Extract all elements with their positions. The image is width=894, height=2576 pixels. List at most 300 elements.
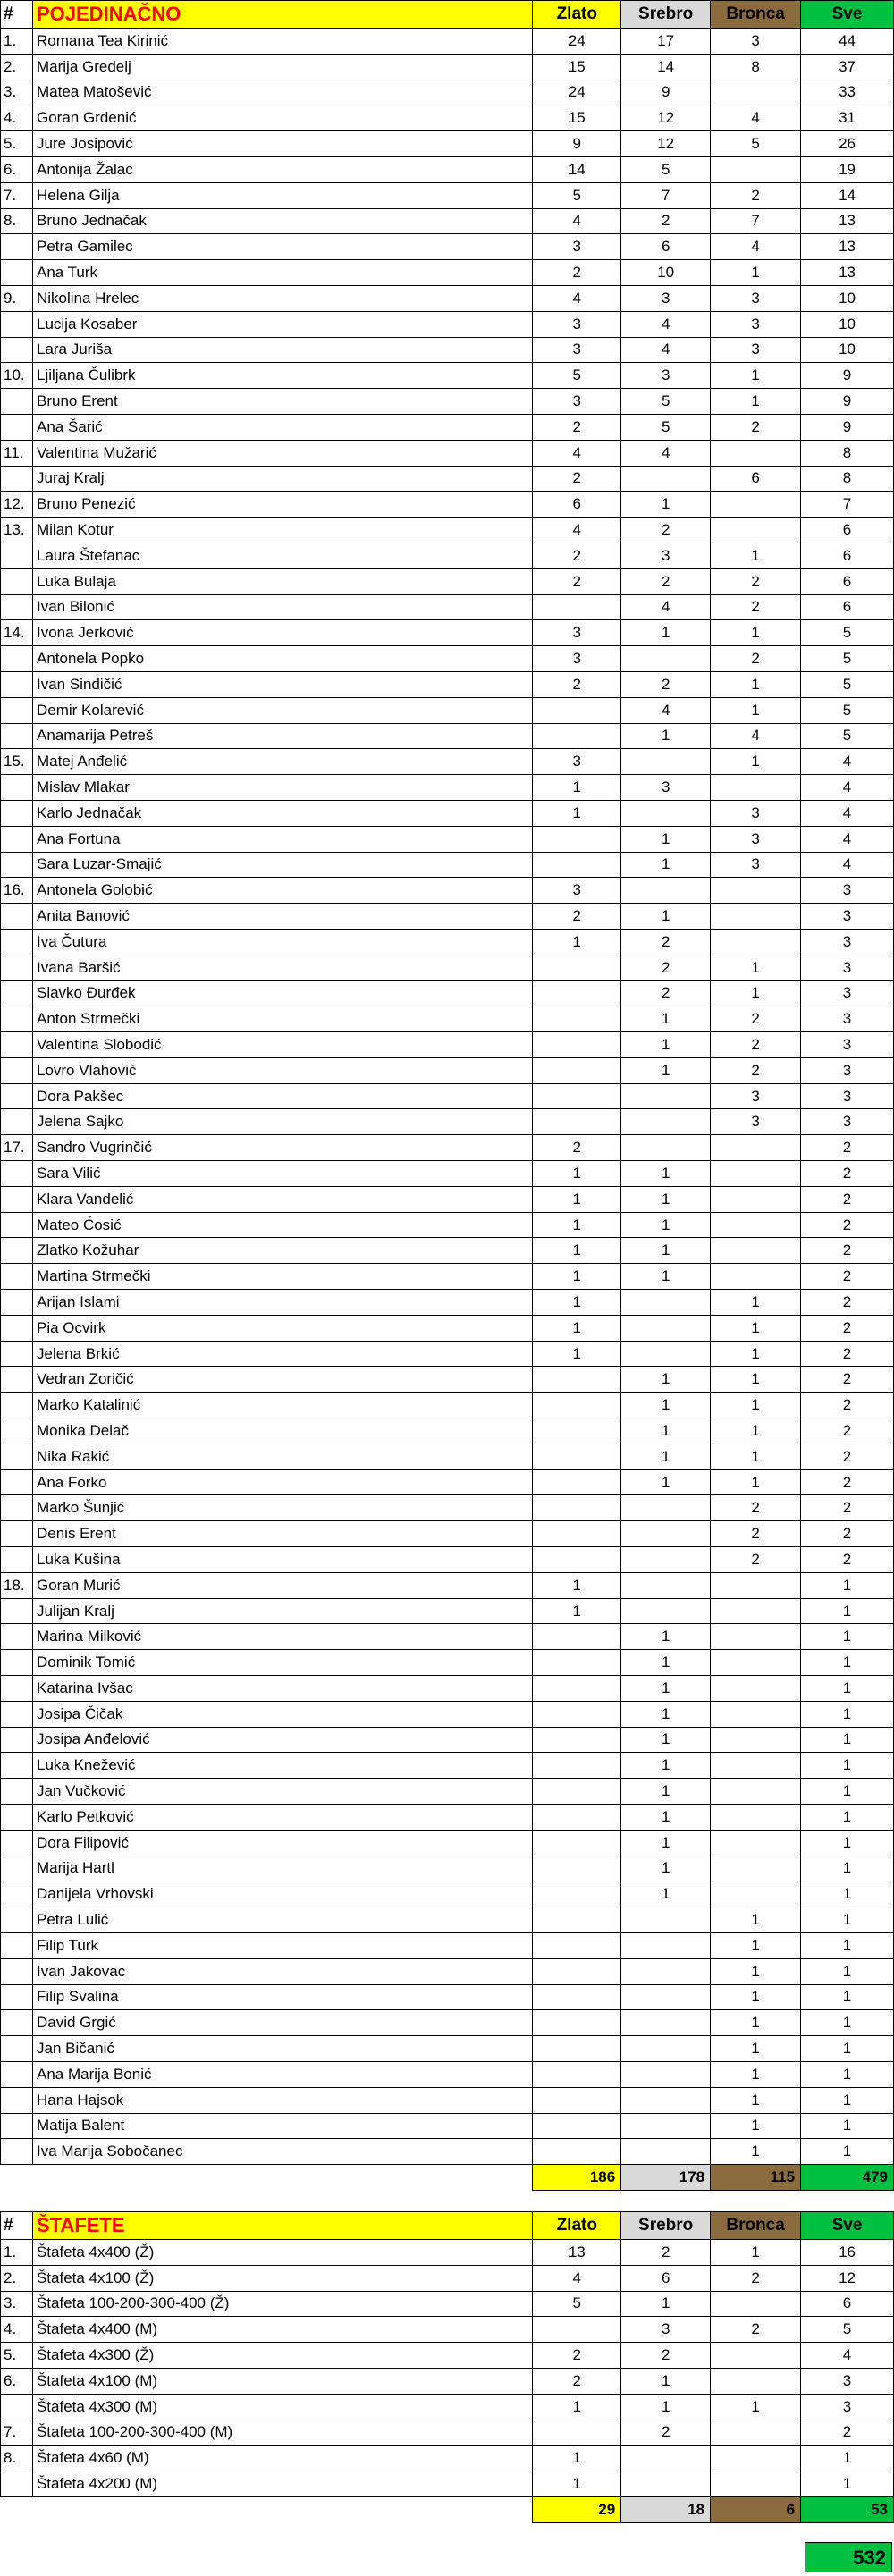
name-cell: Ivan Bilonić <box>32 594 532 620</box>
gold-cell <box>533 1624 621 1650</box>
silver-cell: 2 <box>621 2240 711 2266</box>
bronze-cell: 2 <box>711 594 801 620</box>
rank-cell: 4. <box>1 105 33 131</box>
rank-cell <box>1 697 33 723</box>
bronze-cell <box>711 1598 801 1624</box>
table-row <box>1 1469 894 1495</box>
total-cell: 6 <box>801 2291 894 2317</box>
bronze-cell: 1 <box>711 2087 801 2113</box>
bronze-cell: 1 <box>711 1341 801 1367</box>
total-cell: 1 <box>801 2061 894 2087</box>
table-row <box>1 904 894 930</box>
name-cell: David Grgić <box>32 2010 532 2036</box>
table-row <box>1 1779 894 1805</box>
bronze-cell <box>711 1135 801 1161</box>
rank-cell: 7. <box>1 182 33 208</box>
bronze-cell <box>711 878 801 904</box>
silver-cell <box>621 1932 711 1958</box>
silver-cell <box>621 1958 711 1984</box>
name-cell: Jelena Brkić <box>32 1341 532 1367</box>
total-cell: 4 <box>801 775 894 801</box>
table-row <box>1 1676 894 1702</box>
bronze-cell: 1 <box>711 749 801 775</box>
individual-bronze-total: 115 <box>711 2165 801 2191</box>
bronze-cell: 2 <box>711 1547 801 1573</box>
silver-cell: 1 <box>621 2394 711 2420</box>
rank-cell <box>1 775 33 801</box>
name-cell: Štafeta 4x200 (M) <box>32 2471 532 2497</box>
name-cell: Zlatko Kožuhar <box>32 1238 532 1264</box>
silver-cell: 4 <box>621 697 711 723</box>
rank-cell <box>1 1264 33 1290</box>
total-cell: 1 <box>801 2087 894 2113</box>
rank-cell: 1. <box>1 29 33 55</box>
name-cell: Matej Anđelić <box>32 749 532 775</box>
rank-cell <box>1 414 33 440</box>
rank-cell <box>1 466 33 492</box>
table-row <box>1 414 894 440</box>
name-cell: Goran Murić <box>32 1572 532 1598</box>
gold-cell <box>533 2113 621 2139</box>
silver-cell: 1 <box>621 1469 711 1495</box>
silver-cell <box>621 1547 711 1573</box>
bronze-cell: 2 <box>711 2265 801 2291</box>
name-cell: Lovro Vlahović <box>32 1057 532 1083</box>
silver-cell <box>621 1907 711 1933</box>
silver-cell: 6 <box>621 234 711 260</box>
table-row <box>1 2317 894 2343</box>
total-cell: 9 <box>801 414 894 440</box>
silver-cell: 14 <box>621 54 711 80</box>
individual-header-row <box>1 1 894 29</box>
name-cell: Laura Štefanac <box>32 543 532 568</box>
table-row <box>1 1521 894 1547</box>
table-row <box>1 1006 894 1032</box>
gold-cell <box>533 1418 621 1444</box>
table-row <box>1 2368 894 2394</box>
bronze-cell: 1 <box>711 543 801 568</box>
table-row <box>1 594 894 620</box>
silver-cell <box>621 1083 711 1109</box>
name-cell: Arijan Islami <box>32 1290 532 1316</box>
bronze-cell: 1 <box>711 1393 801 1418</box>
total-cell: 6 <box>801 568 894 594</box>
total-cell: 10 <box>801 285 894 311</box>
name-cell: Marko Katalinić <box>32 1393 532 1418</box>
table-row <box>1 1444 894 1469</box>
bronze-cell: 1 <box>711 1958 801 1984</box>
total-cell: 1 <box>801 1881 894 1907</box>
silver-cell: 1 <box>621 1650 711 1676</box>
gold-cell: 13 <box>533 2240 621 2266</box>
name-cell: Marija Gredelj <box>32 54 532 80</box>
gold-cell <box>533 1393 621 1418</box>
bronze-cell: 1 <box>711 260 801 286</box>
table-row <box>1 1984 894 2010</box>
rank-cell <box>1 2036 33 2062</box>
bronze-cell <box>711 2446 801 2471</box>
silver-cell: 2 <box>621 671 711 697</box>
silver-cell: 1 <box>621 1856 711 1881</box>
name-cell: Ana Forko <box>32 1469 532 1495</box>
rank-cell <box>1 1469 33 1495</box>
name-cell: Nika Rakić <box>32 1444 532 1469</box>
silver-cell: 1 <box>621 1804 711 1830</box>
gold-cell <box>533 1650 621 1676</box>
bronze-cell: 2 <box>711 1032 801 1058</box>
silver-cell: 1 <box>621 1881 711 1907</box>
gold-cell <box>533 1547 621 1573</box>
total-cell: 1 <box>801 1856 894 1881</box>
total-cell: 3 <box>801 2394 894 2420</box>
table-row <box>1 2471 894 2497</box>
name-cell: Pia Ocvirk <box>32 1315 532 1341</box>
rank-cell: 15. <box>1 749 33 775</box>
total-cell: 1 <box>801 1932 894 1958</box>
rank-cell <box>1 981 33 1006</box>
silver-cell <box>621 2010 711 2036</box>
table-row <box>1 1315 894 1341</box>
name-cell: Štafeta 100-200-300-400 (Ž) <box>32 2291 532 2317</box>
total-cell: 2 <box>801 1186 894 1212</box>
table-row <box>1 156 894 182</box>
individual-section-title: POJEDINAČNO <box>32 1 532 29</box>
gold-cell: 1 <box>533 1212 621 1238</box>
bronze-cell: 1 <box>711 2240 801 2266</box>
silver-cell: 1 <box>621 1701 711 1727</box>
table-row <box>1 2061 894 2087</box>
gold-cell <box>533 826 621 852</box>
gold-cell <box>533 2010 621 2036</box>
silver-cell <box>621 2471 711 2497</box>
silver-cell: 12 <box>621 131 711 157</box>
silver-cell <box>621 2061 711 2087</box>
total-cell: 10 <box>801 337 894 363</box>
name-cell: Luka Bulaja <box>32 568 532 594</box>
total-cell: 1 <box>801 1701 894 1727</box>
rank-cell: 11. <box>1 440 33 466</box>
gold-cell <box>533 2317 621 2343</box>
name-cell: Dora Filipović <box>32 1830 532 1856</box>
gold-cell: 2 <box>533 414 621 440</box>
name-cell: Matea Matošević <box>32 80 532 105</box>
bronze-cell <box>711 440 801 466</box>
name-cell: Luka Knežević <box>32 1753 532 1779</box>
rank-cell: 12. <box>1 492 33 518</box>
silver-cell <box>621 2139 711 2165</box>
total-cell: 4 <box>801 800 894 826</box>
total-cell: 5 <box>801 671 894 697</box>
total-cell: 3 <box>801 955 894 981</box>
name-cell: Sara Vilić <box>32 1161 532 1187</box>
silver-cell: 4 <box>621 440 711 466</box>
gold-cell: 2 <box>533 568 621 594</box>
gold-cell: 2 <box>533 1135 621 1161</box>
rank-cell: 18. <box>1 1572 33 1598</box>
table-row <box>1 1083 894 1109</box>
bronze-cell <box>711 2291 801 2317</box>
bronze-cell: 2 <box>711 1521 801 1547</box>
table-row <box>1 543 894 568</box>
total-cell: 5 <box>801 723 894 749</box>
gold-cell: 14 <box>533 156 621 182</box>
table-row <box>1 671 894 697</box>
silver-cell: 1 <box>621 1264 711 1290</box>
bronze-header: Bronca <box>711 2212 801 2240</box>
silver-cell: 7 <box>621 182 711 208</box>
name-cell: Marko Šunjić <box>32 1495 532 1521</box>
individual-totals-row <box>1 2165 894 2191</box>
name-cell: Iva Marija Sobočanec <box>32 2139 532 2165</box>
bronze-cell <box>711 1727 801 1753</box>
table-row <box>1 2291 894 2317</box>
rank-cell <box>1 1676 33 1702</box>
rank-cell <box>1 1186 33 1212</box>
bronze-cell: 3 <box>711 826 801 852</box>
silver-cell <box>621 1521 711 1547</box>
table-row <box>1 131 894 157</box>
gold-cell: 3 <box>533 749 621 775</box>
total-cell: 12 <box>801 2265 894 2291</box>
bronze-cell: 2 <box>711 182 801 208</box>
bronze-cell <box>711 2368 801 2394</box>
silver-cell: 1 <box>621 1727 711 1753</box>
table-row <box>1 1753 894 1779</box>
rank-cell <box>1 1881 33 1907</box>
bronze-cell: 2 <box>711 646 801 672</box>
bronze-cell: 1 <box>711 1290 801 1316</box>
name-cell: Štafeta 4x400 (Ž) <box>32 2240 532 2266</box>
gold-cell: 2 <box>533 2343 621 2369</box>
rank-header: # <box>1 2212 33 2240</box>
table-row <box>1 1341 894 1367</box>
name-cell: Anamarija Petreš <box>32 723 532 749</box>
table-row <box>1 1367 894 1393</box>
bronze-cell: 1 <box>711 1315 801 1341</box>
bronze-cell: 3 <box>711 1083 801 1109</box>
silver-cell: 4 <box>621 337 711 363</box>
total-cell: 2 <box>801 1444 894 1469</box>
table-row <box>1 929 894 955</box>
rank-cell: 17. <box>1 1135 33 1161</box>
name-cell: Antonela Popko <box>32 646 532 672</box>
bronze-cell: 1 <box>711 363 801 389</box>
bronze-cell <box>711 1264 801 1290</box>
silver-cell: 1 <box>621 1624 711 1650</box>
table-row <box>1 981 894 1006</box>
silver-cell: 2 <box>621 955 711 981</box>
silver-cell: 1 <box>621 1032 711 1058</box>
total-cell: 10 <box>801 311 894 337</box>
gold-cell: 4 <box>533 2265 621 2291</box>
grand-total: 532 <box>805 2542 892 2572</box>
table-row <box>1 1830 894 1856</box>
total-cell: 3 <box>801 1032 894 1058</box>
bronze-cell: 5 <box>711 131 801 157</box>
gold-cell <box>533 1109 621 1135</box>
gold-cell: 2 <box>533 543 621 568</box>
gold-cell: 3 <box>533 389 621 415</box>
silver-cell: 1 <box>621 1367 711 1393</box>
name-cell: Hana Hajsok <box>32 2087 532 2113</box>
silver-cell: 1 <box>621 1238 711 1264</box>
bronze-cell <box>711 1186 801 1212</box>
silver-cell: 3 <box>621 2317 711 2343</box>
rank-cell <box>1 1161 33 1187</box>
table-row <box>1 568 894 594</box>
silver-cell <box>621 749 711 775</box>
gold-cell: 4 <box>533 285 621 311</box>
gold-cell: 2 <box>533 466 621 492</box>
silver-cell: 1 <box>621 1418 711 1444</box>
name-cell: Karlo Jednačak <box>32 800 532 826</box>
name-cell: Martina Strmečki <box>32 1264 532 1290</box>
name-cell: Sandro Vugrinčić <box>32 1135 532 1161</box>
table-row <box>1 1598 894 1624</box>
silver-cell: 1 <box>621 723 711 749</box>
gold-cell: 24 <box>533 80 621 105</box>
rank-cell <box>1 311 33 337</box>
table-row <box>1 1701 894 1727</box>
table-row <box>1 2139 894 2165</box>
rank-cell <box>1 2139 33 2165</box>
total-cell: 3 <box>801 904 894 930</box>
silver-cell <box>621 646 711 672</box>
silver-cell: 4 <box>621 311 711 337</box>
silver-cell <box>621 1341 711 1367</box>
total-cell: 1 <box>801 2446 894 2471</box>
rank-cell <box>1 1830 33 1856</box>
gold-cell: 1 <box>533 1315 621 1341</box>
bronze-cell <box>711 1701 801 1727</box>
gold-cell <box>533 1057 621 1083</box>
total-cell: 13 <box>801 208 894 234</box>
total-cell: 1 <box>801 2113 894 2139</box>
silver-cell: 1 <box>621 620 711 646</box>
bronze-cell <box>711 1238 801 1264</box>
bronze-cell: 3 <box>711 800 801 826</box>
rank-cell <box>1 1753 33 1779</box>
rank-cell <box>1 1083 33 1109</box>
relay-rows <box>1 2240 894 2497</box>
gold-cell: 1 <box>533 1341 621 1367</box>
silver-cell: 3 <box>621 363 711 389</box>
table-row <box>1 723 894 749</box>
total-cell: 9 <box>801 363 894 389</box>
rank-cell <box>1 1984 33 2010</box>
gold-cell <box>533 1830 621 1856</box>
rank-cell <box>1 234 33 260</box>
bronze-cell <box>711 2471 801 2497</box>
total-cell: 1 <box>801 1727 894 1753</box>
gold-cell <box>533 723 621 749</box>
total-cell: 3 <box>801 981 894 1006</box>
gold-cell <box>533 2036 621 2062</box>
total-cell: 3 <box>801 878 894 904</box>
table-row <box>1 2394 894 2420</box>
gold-cell: 1 <box>533 1161 621 1187</box>
table-row <box>1 1547 894 1573</box>
name-cell: Lucija Kosaber <box>32 311 532 337</box>
total-cell: 13 <box>801 234 894 260</box>
gold-cell: 15 <box>533 105 621 131</box>
rank-cell <box>1 1315 33 1341</box>
bronze-cell <box>711 80 801 105</box>
table-row <box>1 1212 894 1238</box>
bronze-cell: 1 <box>711 2036 801 2062</box>
bronze-cell: 3 <box>711 29 801 55</box>
total-cell: 44 <box>801 29 894 55</box>
name-cell: Goran Grdenić <box>32 105 532 131</box>
total-cell: 8 <box>801 440 894 466</box>
name-cell: Filip Svalina <box>32 1984 532 2010</box>
bronze-cell: 1 <box>711 1418 801 1444</box>
bronze-cell: 1 <box>711 671 801 697</box>
bronze-cell: 4 <box>711 105 801 131</box>
total-cell: 2 <box>801 1469 894 1495</box>
gold-cell <box>533 2420 621 2446</box>
bronze-cell <box>711 1753 801 1779</box>
total-cell: 9 <box>801 389 894 415</box>
rank-cell <box>1 671 33 697</box>
table-row <box>1 363 894 389</box>
total-cell: 1 <box>801 1779 894 1805</box>
silver-cell: 1 <box>621 826 711 852</box>
total-cell: 19 <box>801 156 894 182</box>
gold-cell <box>533 1083 621 1109</box>
rank-cell <box>1 1907 33 1933</box>
name-cell: Danijela Vrhovski <box>32 1881 532 1907</box>
relay-header-row <box>1 2212 894 2240</box>
name-cell: Jan Bičanić <box>32 2036 532 2062</box>
silver-cell: 1 <box>621 1676 711 1702</box>
rank-cell <box>1 1032 33 1058</box>
bronze-cell <box>711 1650 801 1676</box>
silver-cell <box>621 1984 711 2010</box>
name-cell: Ana Fortuna <box>32 826 532 852</box>
total-cell: 2 <box>801 1418 894 1444</box>
rank-cell <box>1 929 33 955</box>
name-cell: Ivan Jakovac <box>32 1958 532 1984</box>
bronze-cell <box>711 492 801 518</box>
gold-cell: 1 <box>533 775 621 801</box>
gold-cell: 2 <box>533 904 621 930</box>
gold-cell <box>533 1006 621 1032</box>
gold-cell: 1 <box>533 2471 621 2497</box>
table-row <box>1 1238 894 1264</box>
rank-cell: 13. <box>1 518 33 543</box>
rank-cell <box>1 1624 33 1650</box>
table-row <box>1 285 894 311</box>
silver-cell: 5 <box>621 414 711 440</box>
silver-cell: 3 <box>621 543 711 568</box>
gold-cell: 3 <box>533 878 621 904</box>
gold-cell <box>533 1676 621 1702</box>
rank-cell: 5. <box>1 131 33 157</box>
table-row <box>1 2036 894 2062</box>
name-cell: Sara Luzar-Smajić <box>32 852 532 878</box>
table-row <box>1 1804 894 1830</box>
total-cell: 6 <box>801 594 894 620</box>
bronze-header: Bronca <box>711 1 801 29</box>
name-cell: Anton Strmečki <box>32 1006 532 1032</box>
table-row <box>1 1161 894 1187</box>
silver-cell: 1 <box>621 1830 711 1856</box>
name-cell: Katarina Ivšac <box>32 1676 532 1702</box>
name-cell: Mateo Ćosić <box>32 1212 532 1238</box>
table-row <box>1 518 894 543</box>
silver-cell: 6 <box>621 2265 711 2291</box>
